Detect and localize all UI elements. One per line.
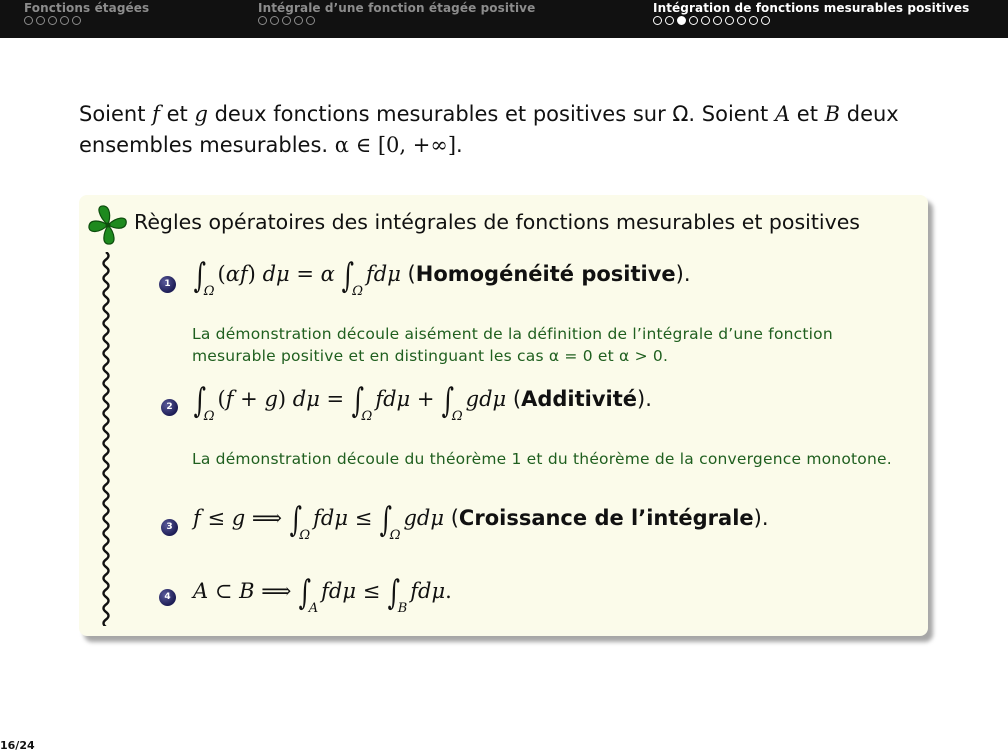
nav-dot-current[interactable] xyxy=(677,16,686,25)
math-var: A xyxy=(774,102,791,126)
nav-dot[interactable] xyxy=(258,16,267,25)
page-number: 16/24 xyxy=(0,739,35,752)
nav-dot[interactable] xyxy=(689,16,698,25)
property-label: Homogénéité positive xyxy=(415,262,676,286)
proof-text: La démonstration découle du théorème 1 et du théorème de la convergence monotone. xyxy=(192,450,892,468)
nav-dot[interactable] xyxy=(653,16,662,25)
formula-homogeneity: $\int_\Omega(\alpha f) d\mu = \alpha$ $\int_\Omega fd\mu$ (Homogénéité positive). xyxy=(193,256,691,299)
item-number-badge: 1 xyxy=(159,276,176,293)
nav-dot[interactable] xyxy=(60,16,69,25)
nav-dot[interactable] xyxy=(24,16,33,25)
nav-dot[interactable] xyxy=(282,16,291,25)
item-number-badge: 3 xyxy=(161,519,178,536)
nav-dots xyxy=(24,16,149,28)
nav-dot[interactable] xyxy=(294,16,303,25)
intro-text: . xyxy=(456,133,463,157)
nav-dot[interactable] xyxy=(713,16,722,25)
math-var: f xyxy=(152,102,160,126)
property-label: Croissance de l’intégrale xyxy=(458,506,754,530)
formula-additivity: $\int_\Omega(f + g) d\mu = \int_\Omega fd\mu + \int_\Omega gd\mu$ (Additivité). xyxy=(193,381,652,424)
nav-section-integrale-etagee[interactable] xyxy=(258,1,535,28)
nav-dot[interactable] xyxy=(270,16,279,25)
nav-dot[interactable] xyxy=(306,16,315,25)
intro-text: et xyxy=(790,102,825,126)
property-label: Additivité xyxy=(521,387,638,411)
item-number-badge: 4 xyxy=(159,589,176,606)
nav-dots xyxy=(653,16,969,28)
wavy-rule xyxy=(99,252,113,626)
intro-paragraph xyxy=(79,99,939,161)
proof-text: La démonstration découle aisément de la définition de l’intégrale d’une fonction mesurable positive et en distinguant les cas α = 0 et α > 0. xyxy=(192,325,833,365)
intro-text: et xyxy=(159,102,195,126)
formula-set-inclusion: A ⊂ B ⟹ $\int_Afd\mu \le \int_Bfd\mu$. xyxy=(193,573,452,616)
nav-dots xyxy=(258,16,535,28)
formula-monotonicity: f ≤ g ⟹ $\int_\Omega fd\mu \le \int_\Omega gd\mu$ (Croissance de l’intégrale). xyxy=(193,500,769,543)
math-expression: α ∈ [0, +∞] xyxy=(334,133,457,157)
nav-dot[interactable] xyxy=(701,16,710,25)
nav-section-fonctions-etagees[interactable] xyxy=(24,1,149,28)
nav-dot[interactable] xyxy=(665,16,674,25)
nav-dot[interactable] xyxy=(749,16,758,25)
nav-dot[interactable] xyxy=(36,16,45,25)
navigation-bar xyxy=(0,0,1008,38)
intro-text: ensembles mesurables. xyxy=(79,133,335,157)
nav-section-title[interactable]: Fonctions étagées xyxy=(24,1,150,15)
math-var: B xyxy=(824,102,841,126)
math-var: g xyxy=(194,102,208,126)
intro-text: Soient xyxy=(79,102,153,126)
nav-dot[interactable] xyxy=(72,16,81,25)
nav-section-integration-mesurables[interactable] xyxy=(653,1,969,28)
nav-dot[interactable] xyxy=(725,16,734,25)
block-title: Règles opératoires des intégrales de fonctions mesurables et positives xyxy=(134,210,860,234)
nav-section-title[interactable]: Intégrale d’une fonction étagée positive xyxy=(258,1,536,15)
item-number-badge: 2 xyxy=(161,399,178,416)
nav-dot[interactable] xyxy=(761,16,770,25)
intro-text: deux fonctions mesurables et positives sur Ω. Soient xyxy=(207,102,775,126)
nav-dot[interactable] xyxy=(737,16,746,25)
intro-text: deux xyxy=(840,102,899,126)
clover-icon xyxy=(85,203,131,247)
nav-section-title[interactable]: Intégration de fonctions mesurables positives xyxy=(653,1,970,15)
nav-dot[interactable] xyxy=(48,16,57,25)
